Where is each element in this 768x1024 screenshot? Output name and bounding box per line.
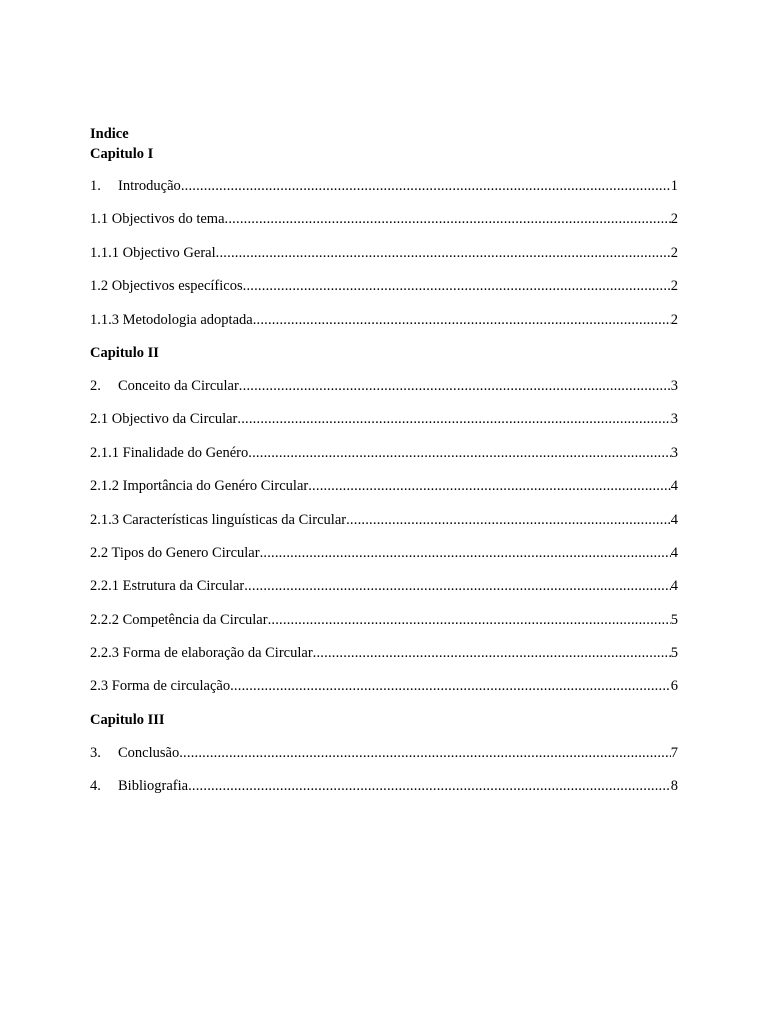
chapter-heading: Capitulo I bbox=[90, 146, 154, 162]
toc-entry-page: 3 bbox=[670, 377, 678, 394]
toc-entry-number: 2. bbox=[90, 377, 101, 394]
toc-entry[interactable] bbox=[90, 776, 678, 796]
toc-entry-page: 1 bbox=[670, 178, 678, 194]
toc-entry-label: 2.2 Tipos do Genero Circular bbox=[90, 544, 260, 561]
toc-entry-label: 2.1.3 Características linguísticas da Circular bbox=[90, 511, 347, 528]
toc-entry-page: 5 bbox=[670, 611, 678, 628]
toc-entry-label: 1.1.1 Objectivo Geral bbox=[90, 244, 216, 261]
toc-entry-page: 7 bbox=[670, 744, 678, 761]
toc-entry-label: 2.3 Forma de circulação bbox=[90, 678, 231, 695]
toc-entry-page: 8 bbox=[670, 778, 678, 795]
toc-entry-label: Conclusão bbox=[118, 744, 180, 761]
dot-leader bbox=[188, 776, 671, 796]
dot-leader bbox=[313, 643, 671, 663]
chapter-heading: Capitulo II bbox=[90, 344, 159, 361]
dot-leader bbox=[346, 510, 671, 530]
table-of-contents bbox=[90, 124, 678, 810]
toc-entry-page: 2 bbox=[670, 211, 678, 228]
toc-entry[interactable] bbox=[90, 443, 678, 463]
toc-entry-page: 4 bbox=[670, 478, 678, 495]
toc-entry[interactable] bbox=[90, 610, 678, 630]
dot-leader bbox=[225, 209, 671, 229]
toc-entry[interactable] bbox=[90, 643, 678, 663]
chapter-heading: Capitulo III bbox=[90, 711, 165, 728]
toc-entry-label: 2.1 Objectivo da Circular bbox=[90, 411, 238, 428]
toc-entry-page: 2 bbox=[670, 278, 678, 295]
dot-leader bbox=[243, 276, 671, 296]
toc-title: Indice bbox=[90, 126, 129, 142]
dot-leader bbox=[230, 676, 671, 696]
toc-entry-label: 2.2.2 Competência da Circular bbox=[90, 611, 268, 628]
toc-entry-number: 3. bbox=[90, 744, 101, 761]
toc-entry-label: 1.1 Objectivos do tema bbox=[90, 211, 225, 228]
toc-entry-label: 1.1.3 Metodologia adoptada bbox=[90, 311, 253, 328]
toc-entry[interactable] bbox=[90, 476, 678, 496]
toc-entry[interactable] bbox=[90, 576, 678, 596]
dot-leader bbox=[244, 576, 671, 596]
toc-entry[interactable] bbox=[90, 276, 678, 296]
toc-entry-label: Conceito da Circular bbox=[118, 377, 239, 394]
toc-entry-page: 3 bbox=[670, 444, 678, 461]
toc-entry-page: 5 bbox=[670, 645, 678, 662]
toc-entry[interactable] bbox=[90, 376, 678, 396]
dot-leader bbox=[260, 543, 671, 563]
toc-entry-page: 2 bbox=[670, 244, 678, 261]
dot-leader bbox=[268, 610, 671, 630]
toc-entry[interactable] bbox=[90, 409, 678, 429]
toc-entry[interactable] bbox=[90, 310, 678, 330]
toc-entry-label: Bibliografia bbox=[118, 778, 189, 795]
dot-leader bbox=[308, 476, 671, 496]
toc-entry-number: 1. bbox=[90, 178, 101, 194]
dot-leader bbox=[239, 376, 671, 396]
toc-entry[interactable] bbox=[90, 510, 678, 530]
dot-leader bbox=[179, 743, 671, 763]
dot-leader bbox=[253, 310, 671, 330]
toc-entry-page: 3 bbox=[670, 411, 678, 428]
toc-entry-label: 2.1.1 Finalidade do Genéro bbox=[90, 444, 249, 461]
toc-entry-page: 4 bbox=[670, 511, 678, 528]
toc-entry-page: 6 bbox=[670, 678, 678, 695]
dot-leader bbox=[181, 176, 671, 196]
toc-entry-label: 2.2.1 Estrutura da Circular bbox=[90, 578, 245, 595]
dot-leader bbox=[248, 443, 670, 463]
dot-leader bbox=[216, 243, 671, 263]
toc-entry[interactable] bbox=[90, 676, 678, 696]
toc-entry-label: 1.2 Objectivos específicos bbox=[90, 278, 243, 295]
toc-entry-label: 2.2.3 Forma de elaboração da Circular bbox=[90, 645, 313, 662]
toc-entry-page: 2 bbox=[670, 311, 678, 328]
toc-entry-label: Introdução bbox=[118, 178, 181, 194]
toc-entry-label: 2.1.2 Importância do Genéro Circular bbox=[90, 478, 309, 495]
toc-entry[interactable] bbox=[90, 176, 678, 196]
toc-entry[interactable] bbox=[90, 243, 678, 263]
toc-entry[interactable] bbox=[90, 743, 678, 763]
toc-entry[interactable] bbox=[90, 209, 678, 229]
toc-entry[interactable] bbox=[90, 543, 678, 563]
dot-leader bbox=[237, 409, 670, 429]
toc-entry-page: 4 bbox=[670, 544, 678, 561]
toc-entry-number: 4. bbox=[90, 778, 101, 795]
toc-entry-page: 4 bbox=[670, 578, 678, 595]
